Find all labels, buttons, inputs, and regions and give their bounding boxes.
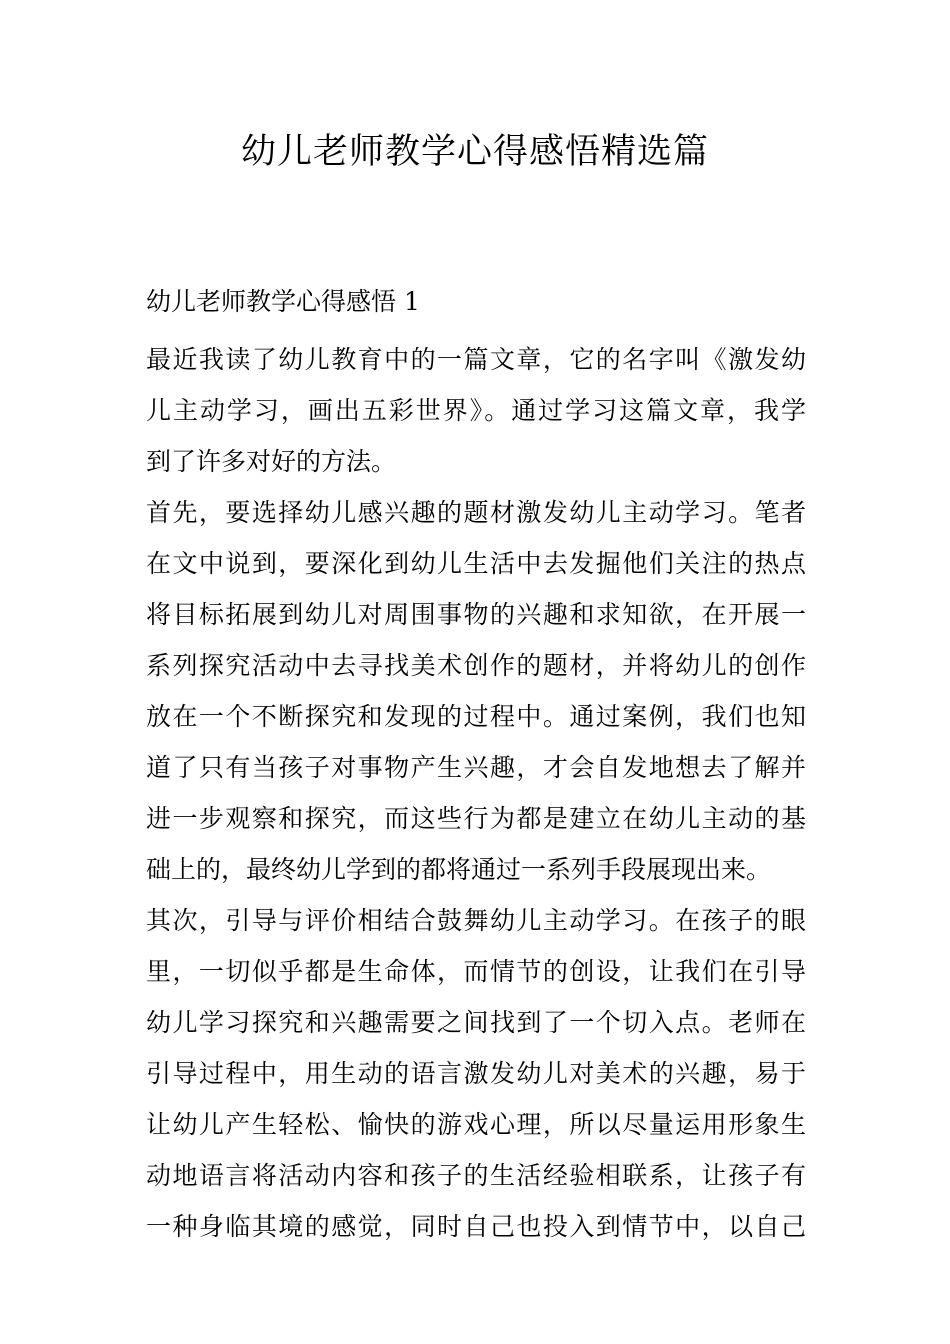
paragraph-line: 将目标拓展到幼儿对周围事物的兴趣和求知欲，在开展一 (146, 600, 806, 629)
paragraph-line: 系列探究活动中去寻找美术创作的题材，并将幼儿的创作 (146, 651, 806, 680)
paragraph-line: 其次，引导与评价相结合鼓舞幼儿主动学习。在孩子的眼 (146, 906, 806, 935)
section-heading: 幼儿老师教学心得感悟 1 (146, 287, 420, 316)
document-body (146, 282, 806, 1252)
paragraph-line: 里，一切似乎都是生命体，而情节的创设，让我们在引导 (146, 957, 806, 986)
paragraph-line: 进一步观察和探究，而这些行为都是建立在幼儿主动的基 (146, 804, 806, 833)
paragraph-line: 础上的，最终幼儿学到的都将通过一系列手段展现出来。 (146, 855, 772, 884)
paragraph-line: 放在一个不断探究和发现的过程中。通过案例，我们也知 (146, 702, 806, 731)
paragraph-line: 儿主动学习，画出五彩世界》。通过学习这篇文章，我学 (146, 396, 806, 425)
paragraph-1 (146, 334, 806, 487)
paragraph-line: 最近我读了幼儿教育中的一篇文章，它的名字叫《激发幼 (146, 345, 806, 374)
paragraph-2 (146, 487, 806, 895)
paragraph-line: 幼儿学习探究和兴趣需要之间找到了一个切入点。老师在 (146, 1008, 806, 1037)
paragraph-line: 首先，要选择幼儿感兴趣的题材激发幼儿主动学习。笔者 (146, 498, 806, 527)
paragraph-line: 让幼儿产生轻松、愉快的游戏心理，所以尽量运用形象生 (146, 1110, 806, 1139)
paragraph-line: 道了只有当孩子对事物产生兴趣，才会自发地想去了解并 (146, 753, 806, 782)
paragraph-line: 动地语言将活动内容和孩子的生活经验相联系，让孩子有 (146, 1161, 806, 1190)
paragraph-3 (146, 895, 806, 1252)
paragraph-line: 引导过程中，用生动的语言激发幼儿对美术的兴趣，易于 (146, 1059, 806, 1088)
document-title: 幼儿老师教学心得感悟精选篇 (240, 132, 709, 172)
paragraph-line: 到了许多对好的方法。 (146, 447, 397, 476)
paragraph-line: 在文中说到，要深化到幼儿生活中去发掘他们关注的热点 (146, 549, 806, 578)
paragraph-line: 一种身临其境的感觉，同时自己也投入到情节中，以自己 (146, 1212, 806, 1241)
